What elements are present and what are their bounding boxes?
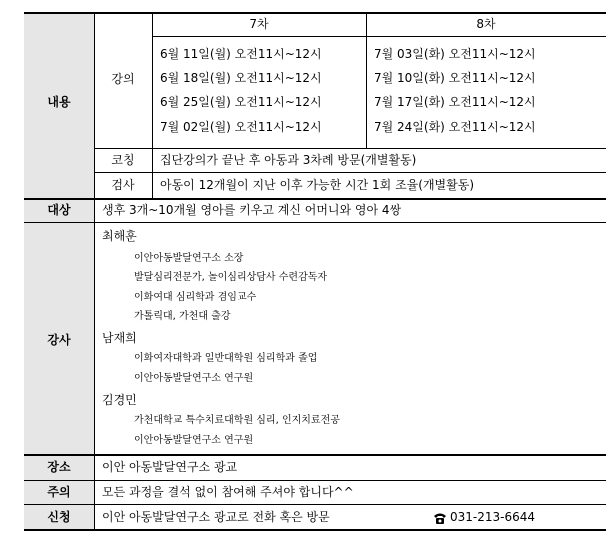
session-8-title: 8차 bbox=[476, 17, 496, 31]
notice-label: 주의 bbox=[47, 485, 71, 499]
coaching-text: 집단강의가 끝난 후 아동과 3차례 방문(개별활동) bbox=[160, 153, 417, 167]
place-label: 장소 bbox=[47, 460, 71, 474]
instructor-detail: 이화여대 심리학과 겸임교수 bbox=[134, 292, 257, 303]
exam-text: 아동이 12개월이 지난 이후 가능한 시간 1회 조율(개별활동) bbox=[160, 178, 474, 192]
session-8-date: 7월 10일(화) 오전11시~12시 bbox=[374, 71, 536, 85]
session-7-date: 7월 02일(월) 오전11시~12시 bbox=[160, 120, 322, 134]
phone-icon bbox=[432, 510, 448, 524]
target-label: 대상 bbox=[47, 203, 71, 217]
instructors-label: 강사 bbox=[47, 333, 71, 347]
instructor-detail: 발달심리전문가, 놀이심리상담사 수련감독자 bbox=[134, 272, 328, 283]
session-8-date: 7월 24일(화) 오전11시~12시 bbox=[374, 120, 536, 134]
instructor-detail: 이화여자대학과 일반대학원 심리학과 졸업 bbox=[134, 353, 318, 364]
phone-number: 031-213-6644 bbox=[450, 510, 536, 524]
table-top-border bbox=[24, 12, 606, 14]
session-7-date: 6월 25일(월) 오전11시~12시 bbox=[160, 95, 322, 109]
instructor-detail: 가천대학교 특수치료대학원 심리, 인지치료전공 bbox=[134, 415, 340, 426]
table-bottom-border bbox=[24, 529, 606, 531]
instructor-detail: 이안아동발달연구소 연구원 bbox=[134, 373, 254, 384]
place-text: 이안 아동발달연구소 광교 bbox=[102, 460, 238, 474]
instructor-detail: 가톨릭대, 가천대 출강 bbox=[134, 311, 231, 322]
session-7-title: 7차 bbox=[249, 17, 269, 31]
instructor-name: 김경민 bbox=[102, 393, 137, 407]
lecture-label: 강의 bbox=[111, 72, 135, 86]
session-8-date: 7월 03일(화) 오전11시~12시 bbox=[374, 47, 536, 61]
apply-text: 이안 아동발달연구소 광교로 전화 혹은 방문 bbox=[102, 510, 330, 524]
exam-label: 검사 bbox=[111, 178, 135, 192]
session-7-date: 6월 11일(월) 오전11시~12시 bbox=[160, 47, 322, 61]
content-label: 내용 bbox=[47, 95, 71, 109]
instructor-detail: 이안아동발달연구소 연구원 bbox=[134, 435, 254, 446]
coaching-label: 코칭 bbox=[111, 153, 135, 167]
instructor-detail: 이안아동발달연구소 소장 bbox=[134, 253, 244, 264]
instructor-name: 최해훈 bbox=[102, 229, 137, 243]
session-8-date: 7월 17일(화) 오전11시~12시 bbox=[374, 95, 536, 109]
session-7-date: 6월 18일(월) 오전11시~12시 bbox=[160, 71, 322, 85]
notice-text: 모든 과정을 결석 없이 참여해 주셔야 합니다^^ bbox=[102, 485, 354, 499]
apply-label: 신청 bbox=[47, 510, 71, 524]
instructor-name: 남재희 bbox=[102, 331, 137, 345]
target-text: 생후 3개~10개월 영아를 키우고 계신 어머니와 영아 4쌍 bbox=[102, 203, 402, 217]
